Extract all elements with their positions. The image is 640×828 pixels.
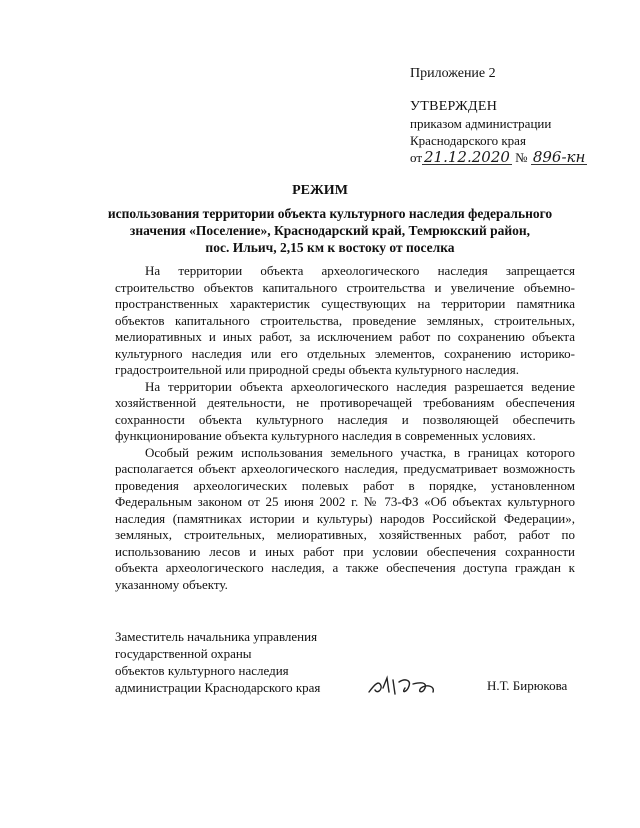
subtitle-line: использования территории объекта культурного наследия федерального bbox=[107, 206, 553, 221]
attachment-label: Приложение 2 bbox=[410, 66, 496, 81]
approved-by-line-1: приказом администрации bbox=[410, 116, 552, 131]
subtitle-line: значения «Поселение», Краснодарский край, Темрюкский район, bbox=[129, 223, 531, 238]
signer-position-line: Заместитель начальника управления bbox=[115, 629, 318, 644]
date-prefix: от bbox=[410, 150, 423, 165]
approved-heading: УТВЕРЖДЕН bbox=[410, 99, 498, 114]
body-paragraph: На территории объекта археологического наследия разрешается ведение хозяйственной деятельности, не противоречащей требованиям обеспечения сохранности объекта культурного наследия и позволяющей обеспечить функционирование объекта культурного наследия в современных условиях. bbox=[115, 378, 575, 443]
approved-by-line-2: Краснодарского края bbox=[410, 133, 526, 148]
document-body bbox=[115, 263, 575, 593]
body-paragraph: Особый режим использования земельного участка, в границах которого располагается объект археологического наследия, предусматривает возможность проведения археологических полевых работ в порядке, установленном Федеральным законом от 25 июня 2002 г. № 73-ФЗ «Об объектах культурного наследия (памятниках истории и культуры) народов Российской Федерации», земляных, строительных, мелиоративных, хозяйственных работ, работ по использованию лесов и иных работ при условии обеспечения сохранности объекта археологического наследия, а также обеспечения доступа граждан к указанному объекту. bbox=[115, 444, 575, 592]
subtitle-line: пос. Ильич, 2,15 км к востоку от поселка bbox=[205, 240, 455, 255]
handwritten-signature bbox=[365, 672, 455, 700]
date-number-line bbox=[410, 149, 587, 166]
signer-position bbox=[115, 628, 320, 696]
handwritten-number: 896-кн bbox=[532, 148, 586, 166]
signer-position-line: государственной охраны bbox=[115, 646, 252, 661]
document-subtitle bbox=[100, 205, 560, 256]
signer-name: Н.Т. Бирюкова bbox=[487, 678, 568, 693]
document-title: РЕЖИМ bbox=[292, 183, 348, 198]
signer-position-line: администрации Краснодарского края bbox=[115, 680, 321, 695]
body-paragraph: На территории объекта археологического наследия запрещается строительство объектов капитального строительства и увеличение объемно-пространственных характеристик существующих на территории памятника объектов капитального строительства, проведение земляных, строительных, мелиоративных и иных работ, за исключением работ по сохранению объекта культурного наследия или его отдельных элементов, сохранению историко-градостроительной или природной среды объекта культурного наследия. bbox=[115, 263, 575, 377]
handwritten-date: 21.12.2020 bbox=[424, 148, 510, 166]
approval-block bbox=[410, 98, 587, 166]
signer-position-line: объектов культурного наследия bbox=[115, 663, 289, 678]
number-prefix: № bbox=[515, 150, 528, 165]
